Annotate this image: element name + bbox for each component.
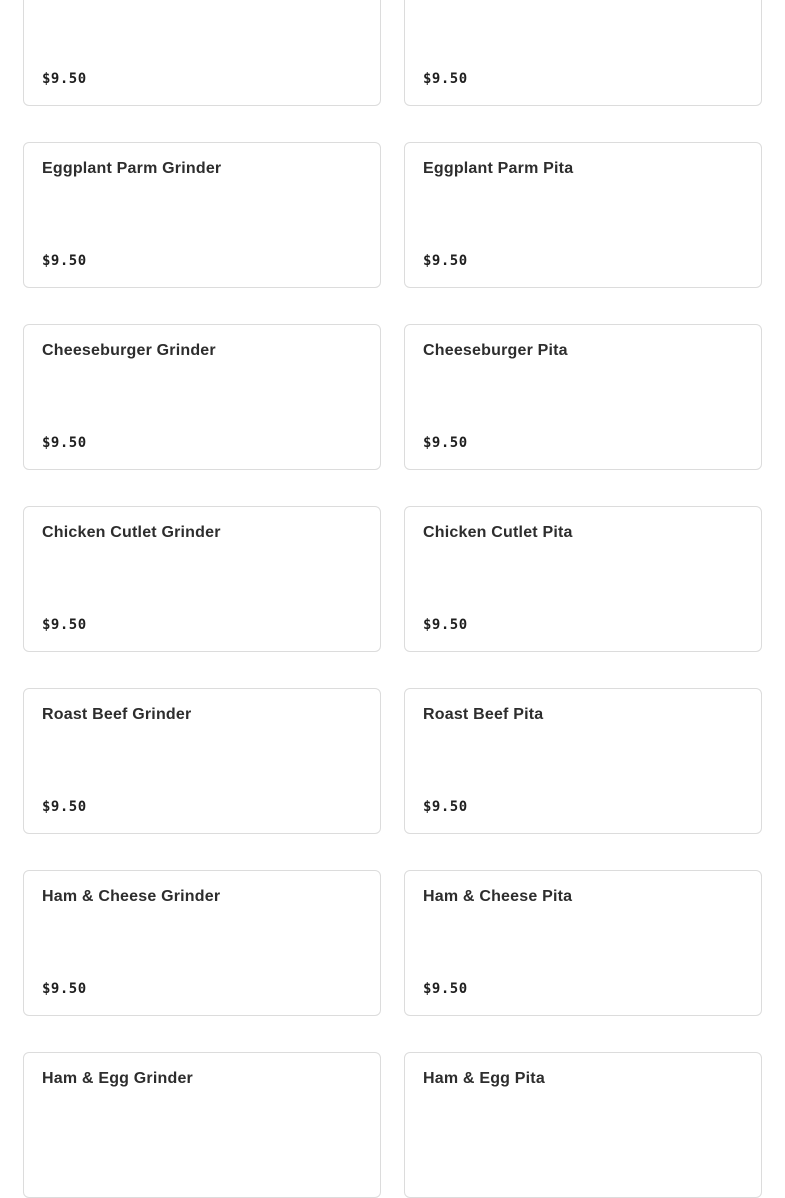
item-name: Ham & Egg Grinder bbox=[42, 1070, 193, 1087]
menu-item-card[interactable] bbox=[404, 688, 762, 834]
item-price: $9.50 bbox=[42, 435, 87, 451]
item-price: $9.50 bbox=[42, 799, 87, 815]
menu-item-card[interactable] bbox=[23, 142, 381, 288]
item-name: Ham & Cheese Pita bbox=[423, 888, 573, 905]
item-name: Eggplant Parm Grinder bbox=[42, 160, 222, 177]
item-price: $9.50 bbox=[423, 981, 468, 997]
item-name: Ham & Egg Pita bbox=[423, 1070, 545, 1087]
item-price: $9.50 bbox=[423, 435, 468, 451]
item-price: $9.50 bbox=[42, 981, 87, 997]
menu-item-card[interactable] bbox=[23, 1052, 381, 1198]
menu-item-card[interactable] bbox=[23, 506, 381, 652]
menu-item-card[interactable] bbox=[23, 688, 381, 834]
item-name: Ham & Cheese Grinder bbox=[42, 888, 221, 905]
menu-item-card[interactable] bbox=[404, 142, 762, 288]
menu-item-card[interactable] bbox=[404, 0, 762, 106]
menu-item-card[interactable] bbox=[23, 324, 381, 470]
item-price: $9.50 bbox=[42, 253, 87, 269]
item-price: $9.50 bbox=[423, 617, 468, 633]
item-name: Chicken Cutlet Pita bbox=[423, 524, 573, 541]
item-name: Roast Beef Pita bbox=[423, 706, 544, 723]
item-price: $9.50 bbox=[423, 71, 468, 87]
menu-item-card[interactable] bbox=[404, 870, 762, 1016]
item-price: $9.50 bbox=[42, 71, 87, 87]
item-name: Eggplant Parm Pita bbox=[423, 160, 574, 177]
item-name: Cheeseburger Grinder bbox=[42, 342, 216, 359]
item-price: $9.50 bbox=[42, 617, 87, 633]
menu-item-card[interactable] bbox=[23, 0, 381, 106]
menu-item-card[interactable] bbox=[404, 324, 762, 470]
menu-item-card[interactable] bbox=[23, 870, 381, 1016]
item-name: Chicken Cutlet Grinder bbox=[42, 524, 221, 541]
item-price: $9.50 bbox=[423, 253, 468, 269]
menu-item-card[interactable] bbox=[404, 506, 762, 652]
item-price: $9.50 bbox=[423, 799, 468, 815]
item-name: Cheeseburger Pita bbox=[423, 342, 568, 359]
item-name: Roast Beef Grinder bbox=[42, 706, 192, 723]
menu-item-card[interactable] bbox=[404, 1052, 762, 1198]
